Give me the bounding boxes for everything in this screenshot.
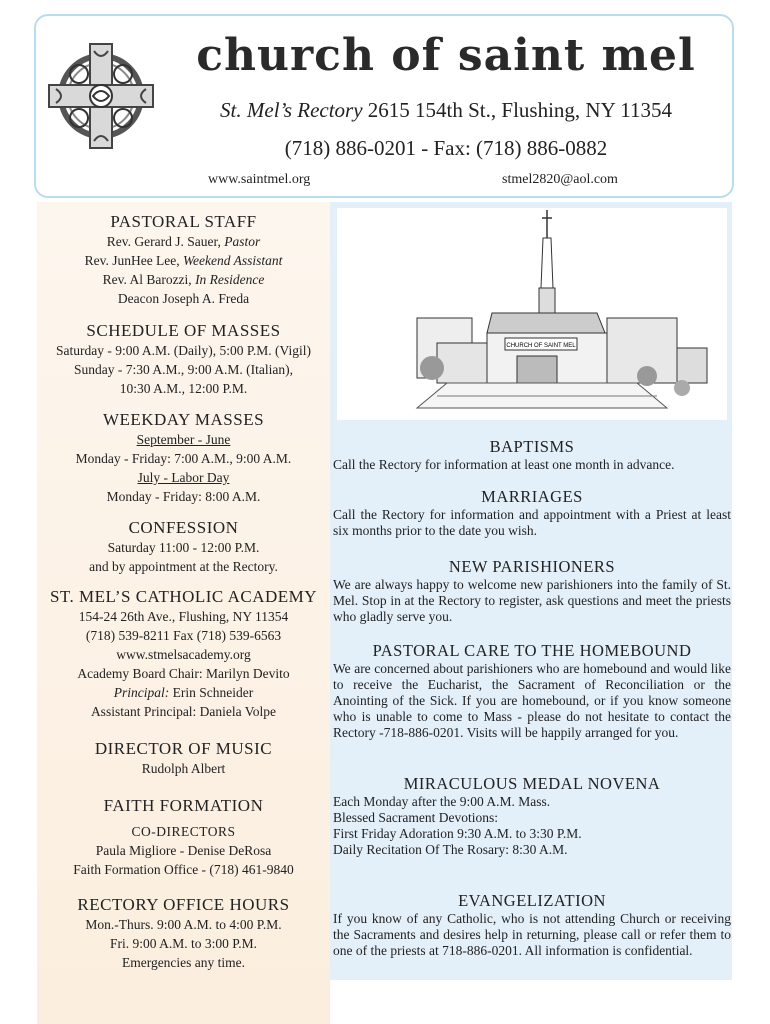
hours-line: Fri. 9:00 A.M. to 3:00 P.M. [109, 936, 258, 951]
board-chair: Academy Board Chair: Marilyn Devito [77, 666, 290, 681]
co-directors-names: Paula Migliore - Denise DeRosa [95, 843, 272, 858]
hours-line: Mon.-Thurs. 9:00 A.M. to 4:00 P.M. [85, 917, 282, 932]
section-text: Call the Rectory for information and appointment with a Priest at least six months prior to the date you wish. [333, 507, 731, 538]
academy-website[interactable]: www.stmelsacademy.org [116, 647, 251, 662]
section-heading: ST. MEL’S CATHOLIC ACADEMY [49, 587, 318, 606]
schedule-line: Saturday 11:00 - 12:00 P.M. [107, 540, 260, 555]
email-link[interactable]: stmel2820@aol.com [502, 172, 618, 187]
office-hours [37, 895, 330, 972]
section-text: Call the Rectory for information at least one month in advance. [333, 457, 675, 472]
section-heading: BAPTISMS [489, 437, 575, 456]
mass-schedule [37, 321, 330, 398]
section-heading: MARRIAGES [481, 487, 583, 506]
church-illustration [337, 208, 727, 420]
schedule-line: Monday - Friday: 7:00 A.M., 9:00 A.M. [75, 451, 292, 466]
rectory-address: St. Mel’s Rectory 2615 154th St., Flushing, NY 11354 [220, 98, 672, 122]
principal: Principal: Erin Schneider [113, 685, 254, 700]
section-heading: CONFESSION [128, 518, 239, 537]
section-heading: WEEKDAY MASSES [102, 410, 265, 429]
hours-line: Emergencies any time. [121, 955, 246, 970]
assistant-principal: Assistant Principal: Daniela Volpe [90, 704, 277, 719]
baptisms-section [333, 437, 731, 473]
novena-section [333, 774, 731, 858]
section-text: Each Monday after the 9:00 A.M. Mass. [333, 794, 551, 809]
section-text: If you know of any Catholic, who is not attending Church or receiving the Sacraments and desires help in returning, please call or refer them to one of the priests at 718-886-0201. All information is confidential. [333, 911, 731, 958]
section-heading: NEW PARISHIONERS [448, 557, 616, 576]
phone-fax: (718) 886-0201 - Fax: (718) 886-0882 [284, 136, 608, 160]
section-heading: SCHEDULE OF MASSES [86, 321, 281, 340]
section-text: We are always happy to welcome new parishioners into the family of St. Mel. Stop in at the Rectory to register, ask questions and meet the priests who gladly serve you. [333, 577, 731, 624]
section-text: Blessed Sacrament Devotions: [333, 810, 498, 825]
new-parishioners-section [333, 557, 731, 625]
website-link[interactable]: www.saintmel.org [208, 172, 311, 187]
season-label: September - June [136, 432, 231, 447]
faith-office-phone: Faith Formation Office - (718) 461-9840 [73, 862, 294, 877]
staff-member: Rev. Gerard J. Sauer, Pastor [106, 234, 261, 249]
section-text: We are concerned about parishioners who are homebound and would like to receive the Eucharist, the Sacrament of Reconciliation or the Anointing of the Sick. If you are homebound, or if you know someone who is unable to come to Mass - please do not hesitate to contact the Rectory -718-886-0201. Visits will be happily arranged for you. [333, 661, 731, 740]
catholic-academy [37, 587, 330, 721]
schedule-line: 10:30 A.M., 12:00 P.M. [119, 381, 248, 396]
music-director-name: Rudolph Albert [141, 761, 226, 776]
section-heading: DIRECTOR OF MUSIC [94, 739, 273, 758]
marriages-section [333, 487, 731, 539]
church-drawing [337, 208, 727, 420]
section-heading: RECTORY OFFICE HOURS [77, 895, 290, 914]
staff-member: Rev. Al Barozzi, In Residence [102, 272, 265, 287]
schedule-line: and by appointment at the Rectory. [89, 559, 278, 574]
section-heading: PASTORAL CARE TO THE HOMEBOUND [372, 641, 692, 660]
evangelization-section [333, 891, 731, 959]
section-heading: EVANGELIZATION [458, 891, 606, 910]
church-title: church of saint mel [196, 30, 696, 81]
faith-formation [37, 796, 330, 879]
section-heading: PASTORAL STAFF [110, 212, 257, 231]
academy-address: 154-24 26th Ave., Flushing, NY 11354 [78, 609, 289, 624]
section-text: Daily Recitation Of The Rosary: 8:30 A.M. [333, 842, 568, 857]
co-directors-label: CO-DIRECTORS [131, 824, 236, 839]
schedule-line: Saturday - 9:00 A.M. (Daily), 5:00 P.M. (Vigil) [56, 343, 311, 358]
schedule-line: Monday - Friday: 8:00 A.M. [106, 489, 261, 504]
bulletin-header [34, 14, 734, 198]
homebound-section [333, 641, 731, 741]
section-heading: FAITH FORMATION [103, 796, 264, 815]
confession [37, 518, 330, 576]
season-label: July - Labor Day [137, 470, 230, 485]
pastoral-staff [37, 212, 330, 308]
staff-member: Deacon Joseph A. Freda [117, 291, 250, 306]
celtic-cross-logo [46, 41, 156, 151]
left-column [37, 202, 330, 1024]
section-text: First Friday Adoration 9:30 A.M. to 3:30 P.M. [333, 826, 582, 841]
director-of-music [37, 739, 330, 778]
weekday-masses [37, 410, 330, 506]
church-sign-text: CHURCH OF SAINT MEL [506, 343, 576, 349]
section-heading: MIRACULOUS MEDAL NOVENA [403, 774, 661, 793]
academy-phone: (718) 539-8211 Fax (718) 539-6563 [85, 628, 282, 643]
schedule-line: Sunday - 7:30 A.M., 9:00 A.M. (Italian), [74, 362, 293, 377]
staff-member: Rev. JunHee Lee, Weekend Assistant [84, 253, 283, 268]
